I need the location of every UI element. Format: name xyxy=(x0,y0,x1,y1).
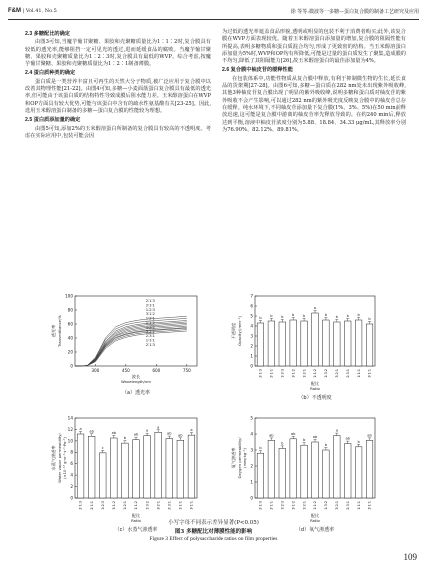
significance-letter: a xyxy=(313,306,317,310)
bar xyxy=(257,453,264,498)
panel-label: （d）氧气渗透率 xyxy=(295,527,335,533)
y-tick-label: 6 xyxy=(250,303,253,309)
figure-caption-cn: 图3 多糖配比对薄膜性能的影响 xyxy=(174,529,253,535)
bar xyxy=(268,440,275,498)
significance-letter: b xyxy=(335,315,338,319)
y-axis-unit: (meq·kg⁻¹) xyxy=(243,448,247,468)
significance-letter: ab xyxy=(133,432,139,437)
bar xyxy=(290,439,297,498)
series-label: 1∶2∶3 xyxy=(145,306,155,312)
significance-letter: b xyxy=(281,315,284,319)
significance-letter: b xyxy=(302,314,306,318)
bar xyxy=(155,432,162,498)
y-tick-label: 3 xyxy=(250,447,253,453)
bar xyxy=(188,435,195,498)
panel-label: （c）水蒸气渗透率 xyxy=(114,527,158,533)
x-tick-label: 600 xyxy=(152,368,161,373)
series-label: 3∶2∶1 xyxy=(145,328,155,334)
panel-label: （a）透光率 xyxy=(121,390,151,396)
bar xyxy=(301,321,308,366)
y-tick-label: 0 xyxy=(70,363,73,369)
significance-letter: b xyxy=(357,313,360,317)
significance-letter: ab xyxy=(111,431,117,435)
y-tick-label: 2 xyxy=(250,343,253,349)
left-column xyxy=(25,29,211,140)
x-tick-label: 3∶1∶1 xyxy=(189,501,194,510)
significance-letter: ab xyxy=(367,433,372,438)
y-tick-label: 6 xyxy=(70,461,73,467)
significance-letter: ab xyxy=(178,433,183,438)
x-tick-label: 2∶1∶1 xyxy=(269,369,274,378)
bar xyxy=(279,322,286,366)
x-axis-label-cn: 配比 xyxy=(310,513,320,518)
figure-caption-en: Figure 3 Effect of polysaccharide ratios on film properties xyxy=(149,536,278,542)
x-axis-label-cn: 配比 xyxy=(310,381,320,386)
significance-letter: b xyxy=(259,316,262,320)
chart-panel-d xyxy=(230,415,375,533)
y-axis-label-cn: 透光率 xyxy=(51,324,56,338)
significance-letter: ab xyxy=(167,431,172,436)
y-tick-label: 8 xyxy=(70,449,73,455)
bar xyxy=(133,440,140,498)
x-tick-label: 1∶1∶1 xyxy=(356,369,361,378)
y-axis-label-cn: 水蒸气渗透率 xyxy=(51,445,56,471)
x-tick-label: 3∶2∶1 xyxy=(335,369,340,378)
y-tick-label: 5 xyxy=(250,415,253,421)
bar xyxy=(99,453,106,498)
y-tick-label: 100 xyxy=(65,293,73,299)
x-tick-label: 1∶2∶1 xyxy=(123,501,128,510)
y-axis-label-en: Water vapor permeability/ xyxy=(57,433,62,483)
series-line xyxy=(75,330,187,366)
series-line xyxy=(75,328,187,367)
section-heading: 2.5 蛋白质添加量的确定 xyxy=(25,117,81,124)
series-line xyxy=(75,323,187,366)
bar xyxy=(257,323,264,366)
x-tick-label: 2∶3∶1 xyxy=(345,501,350,510)
header-rule xyxy=(8,19,419,20)
y-axis-label-cn: 氧气渗透率 xyxy=(231,447,236,469)
bar xyxy=(334,322,341,366)
x-tick-label: 3∶1∶2 xyxy=(112,501,117,510)
journal-volume: F&M | Vol.41, No.5 xyxy=(8,8,57,14)
x-tick-label: 1∶1∶2 xyxy=(313,369,318,378)
paragraph: 由图5可知,添加2%的玉米醇溶蛋白所制备的复合膜具有较高的不透明度。考虑在实际应用中,包装可能会因 xyxy=(25,125,211,139)
y-tick-label: 80 xyxy=(67,307,73,313)
y-tick-label: 3 xyxy=(250,333,253,339)
y-axis-label-en: Transmittance/% xyxy=(57,315,62,347)
bar xyxy=(344,444,351,498)
series-line xyxy=(75,325,187,366)
series-line xyxy=(75,328,187,366)
plot-frame xyxy=(75,296,197,366)
significance-letter: a xyxy=(145,428,149,433)
x-tick-label: 2∶1∶3 xyxy=(78,501,83,510)
journal-logo: F&M xyxy=(8,8,21,14)
significance-letter: b xyxy=(259,446,262,451)
x-tick-label: 3∶1∶2 xyxy=(291,369,296,378)
significance-letter: b xyxy=(368,317,371,321)
significance-letter: a xyxy=(157,425,160,430)
y-tick-label: 4 xyxy=(250,323,253,329)
y-tick-label: 10 xyxy=(67,438,73,444)
significance-letter: b xyxy=(123,436,127,441)
x-tick-label: 3∶2∶1 xyxy=(335,501,340,510)
x-axis-label-en: Ratio xyxy=(310,518,320,523)
y-tick-label: 12 xyxy=(67,426,73,432)
series-label: 2∶1∶3 xyxy=(145,298,155,303)
section-heading: 2.6 复合膜中柚皮苷的缓释性能 xyxy=(222,67,293,74)
x-tick-label: 1∶3∶2 xyxy=(145,501,150,510)
x-tick-label: 300 xyxy=(91,368,100,373)
plot-frame xyxy=(255,296,375,366)
x-tick-label: 2∶1∶3 xyxy=(258,501,263,510)
plot-frame xyxy=(255,418,375,498)
figure-note: 小写字母不同表示差异显著(P<0.05) xyxy=(168,520,259,526)
x-tick-label: 1∶1∶2 xyxy=(134,501,139,510)
x-tick-label: 1∶2∶3 xyxy=(280,369,285,378)
x-tick-label: 1∶1∶1 xyxy=(178,501,183,510)
volume-label: Vol.41, No.5 xyxy=(25,8,57,14)
x-axis-label-cn: 配比 xyxy=(131,513,141,518)
plot-frame xyxy=(75,418,197,498)
bar xyxy=(323,320,330,366)
y-tick-label: 0 xyxy=(250,363,253,369)
right-column xyxy=(222,29,406,134)
paragraph: 蛋白质是一类营养丰富且可再生的天然大分子物质,被广泛应用于复合膜中以改善其物理性能[21-22]。由图4可知,多糖—小麦面筋蛋白复合膜具有最低的透光率,但可能由于该蛋白质的结构特性导致成膜后阻水能力差。玉米醇溶蛋白在WVP和OP方面具有较大优势,可能与该蛋白中含有的疏水性氨基酸有关[23-25]。因此,选用玉米醇溶蛋白制备的多糖—蛋白复合膜的性能较为理想。 xyxy=(25,78,211,114)
significance-letter: b xyxy=(302,438,306,443)
series-label: 3∶1∶2 xyxy=(145,311,155,317)
y-tick-label: 4 xyxy=(70,472,73,478)
x-tick-label: 2∶1∶1 xyxy=(89,501,94,510)
y-tick-label: 4 xyxy=(250,431,253,437)
page-number: 109 xyxy=(403,552,417,562)
x-tick-label: 1∶2∶3 xyxy=(280,501,285,510)
series-label: 1∶2∶1 xyxy=(145,315,155,321)
bar xyxy=(88,436,95,498)
significance-letter: c xyxy=(101,445,104,450)
bar xyxy=(344,321,351,366)
y-axis-label-cn: 不透明度 xyxy=(231,322,236,340)
running-header xyxy=(8,6,419,18)
y-tick-label: 2 xyxy=(250,463,253,469)
significance-letter: b xyxy=(324,443,328,447)
bar xyxy=(334,436,341,498)
significance-letter: b xyxy=(357,439,360,444)
series-label: 2∶1∶1 xyxy=(145,302,155,308)
x-tick-label: 1∶2∶3 xyxy=(100,501,105,510)
y-tick-label: 0 xyxy=(250,495,253,501)
y-tick-label: 1 xyxy=(250,353,253,359)
x-tick-label: 1∶2∶1 xyxy=(302,369,307,378)
x-tick-label: 1∶2∶1 xyxy=(302,501,307,510)
y-tick-label: 14 xyxy=(67,415,73,421)
y-tick-label: 7 xyxy=(250,293,253,299)
bar xyxy=(110,438,117,498)
bar xyxy=(279,448,286,498)
series-line xyxy=(75,316,187,366)
y-axis-label-en: Oxygen permeability/ xyxy=(237,437,242,479)
bar xyxy=(77,434,84,498)
x-tick-label: 2∶3∶1 xyxy=(167,501,172,510)
series-line xyxy=(75,328,187,366)
bar xyxy=(290,320,297,366)
y-axis-label-en: Opacity/(mm⁻¹) xyxy=(237,316,242,346)
y-axis-unit: (×10⁻¹³ g·m⁻¹·s⁻¹·Pa⁻¹) xyxy=(63,437,67,479)
paragraph: 由图3可知,当魔芋葡甘聚糖、果胶和壳聚糖质量比为1∶1∶2时,复合膜具有较低的透光率,能够阻挡一定可见光的透过,进而延缓食品的腐败。当魔芋葡甘聚糖、果胶和壳聚糖质量比为1∶2∶3时,复合膜具有最低的WVP。综合考虑,按魔芋葡甘聚糖、果胶和壳聚糖质量比为1∶2∶1制备薄膜。 xyxy=(25,39,211,68)
x-tick-label: 1∶1∶1 xyxy=(356,501,361,510)
significance-letter: ab xyxy=(312,435,318,439)
x-tick-label: 3∶1∶2 xyxy=(291,501,296,510)
bar xyxy=(355,320,362,366)
bar xyxy=(312,442,319,498)
significance-letter: a xyxy=(79,427,82,431)
chart-panel-c xyxy=(50,415,197,533)
x-axis-label-en: Wavelength/nm xyxy=(121,379,151,384)
panel-label: （b）不透明度 xyxy=(298,395,332,401)
paragraph: 在包装体系中,功能性物质从复合膜中释放,有利于抑制微生物的生长,延长食品的货架期[27-28]。由图6可知,多糖—蛋白质在282 nm处未出现紫外吸收峰,其他3种柚皮苷复合膜出现了明显的紫外吸收峰,说明多糖和蛋白质对柚皮苷的紫外吸收不会产生影响,可以通过282 nm的紫外吸光度反映复合膜中的柚皮苷总存在缓释。纯水环境下,不同柚皮苷添加量下复合膜(1%、3%、5%)在50 min前释放迅速,这可能是复合膜中游离的柚皮苷率先释放导致的。在约240 min后,释放达到平衡,溶液中柚皮苷浓度分别为5.88、18.84、34.33 μg/mL,其释放率分别为76.90%、82.12%、89.81%。 xyxy=(222,75,406,133)
bar xyxy=(301,445,308,498)
x-tick-label: 1∶3∶2 xyxy=(324,501,329,510)
y-tick-label: 60 xyxy=(67,321,73,327)
x-tick-label: 450 xyxy=(121,368,130,373)
x-tick-label: 3∶1∶1 xyxy=(367,369,372,378)
x-tick-label: 1∶3∶2 xyxy=(324,369,329,378)
series-label: 1∶3∶2 xyxy=(145,324,155,330)
y-tick-label: 40 xyxy=(67,335,73,341)
x-axis-label-en: Ratio xyxy=(131,518,141,523)
series-line xyxy=(75,322,187,366)
significance-letter: b xyxy=(281,441,284,446)
series-label: 2∶3∶1 xyxy=(145,333,155,339)
bar xyxy=(366,440,373,498)
bar xyxy=(355,447,362,498)
series-label: 1∶1∶1 xyxy=(145,337,155,343)
x-tick-label: 750 xyxy=(182,368,191,373)
significance-letter: ab xyxy=(290,431,296,436)
series-label: 1∶1∶2 xyxy=(145,320,155,325)
significance-letter: a xyxy=(335,428,338,433)
significance-letter: b xyxy=(292,313,295,317)
x-tick-label: 3∶2∶1 xyxy=(156,501,161,510)
series-label: 2∶1∶3 xyxy=(145,342,155,347)
bar xyxy=(366,324,373,366)
x-axis-label-en: Ratio xyxy=(310,386,320,391)
paragraph: 为过低的透光率遮盖食品形貌,透明或明显的包装不利于消费者购买;此外,该复合膜在WVP方面表现较优。随着玉米醇溶蛋白添加量的增加,复合膜的阻隔性能有所提高,表明多糖物质和蛋白质混合均匀,形成了更致密的结构。当玉米醇溶蛋白添加量为5%时,WVP和OP均有所降低,可能是过量的蛋白质发生了聚集,造成膜的不均匀,降低了其阻隔能力[26],故玉米醇溶蛋白的最佳添加量为4%。 xyxy=(222,29,406,65)
x-tick-label: 3∶1∶1 xyxy=(367,501,372,510)
chart-panel-b xyxy=(230,293,375,401)
significance-letter: ab xyxy=(269,433,274,438)
bar xyxy=(323,450,330,498)
x-tick-label: 2∶1∶3 xyxy=(258,369,263,378)
significance-letter: ab xyxy=(89,429,94,434)
header-title: 徐 等等:微波等一多糖—蛋白复合膜的制备工艺研究及应用 xyxy=(290,9,419,15)
significance-letter: ab xyxy=(345,436,350,441)
bar xyxy=(166,439,173,498)
y-tick-label: 1 xyxy=(250,479,253,485)
y-tick-label: 5 xyxy=(250,313,253,319)
bar xyxy=(177,440,184,498)
significance-letter: b xyxy=(270,314,273,318)
x-axis-label-cn: 波长 xyxy=(131,374,141,379)
y-tick-label: 20 xyxy=(67,349,73,355)
section-heading: 2.3 多糖配比的确定 xyxy=(25,31,70,37)
bar xyxy=(312,313,319,366)
bar xyxy=(268,321,275,366)
x-tick-label: 2∶3∶1 xyxy=(345,369,350,378)
section-heading: 2.4 蛋白质种类的确定 xyxy=(25,70,76,77)
y-tick-label: 0 xyxy=(70,495,73,501)
significance-letter: b xyxy=(346,314,349,318)
bar xyxy=(122,443,129,498)
significance-letter: b xyxy=(324,313,328,317)
chart-panel-a xyxy=(50,293,197,396)
series-line xyxy=(75,321,187,367)
significance-letter: a xyxy=(190,428,193,433)
x-tick-label: 2∶1∶1 xyxy=(269,501,274,510)
series-line xyxy=(75,326,187,366)
x-tick-label: 1∶1∶2 xyxy=(313,501,318,510)
y-tick-label: 2 xyxy=(70,483,73,489)
bar xyxy=(144,436,151,498)
series-line xyxy=(75,315,187,366)
